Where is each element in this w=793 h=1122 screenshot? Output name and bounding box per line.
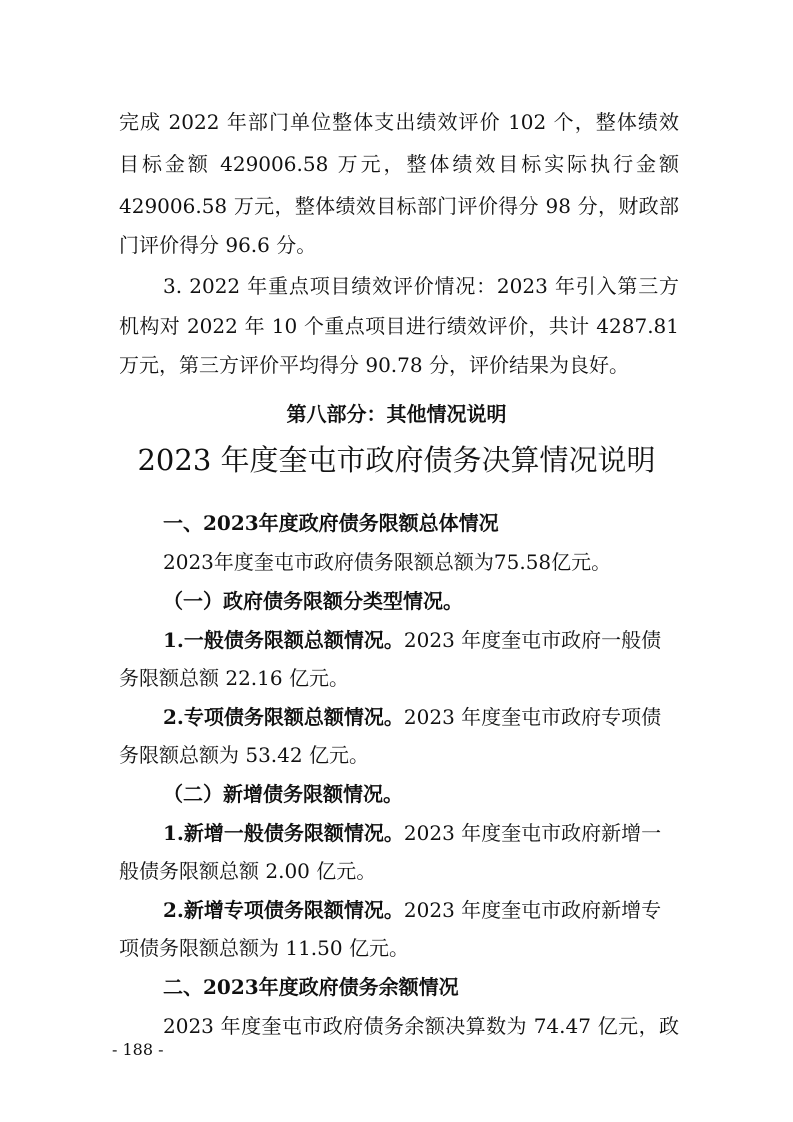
heading-debt-balance: 二、2023年度政府债务余额情况 — [163, 975, 459, 999]
paragraph-line: 务限额总额为 53.42 亿元。 — [119, 743, 369, 767]
subheading-limit-by-type: （一）政府债务限额分类型情况。 — [163, 589, 463, 613]
item-lead: 1.一般债务限额总额情况。 — [163, 628, 404, 652]
paragraph-line: 机构对 2022 年 10 个重点项目进行绩效评价，共计 4287.81 — [119, 314, 679, 338]
subheading-new-limit: （二）新增债务限额情况。 — [163, 782, 403, 806]
paragraph-line: 2023 年度奎屯市政府债务余额决算数为 74.47 亿元，政 — [163, 1014, 679, 1038]
section-heading: 第八部分：其他情况说明 — [286, 402, 507, 426]
heading-debt-limit: 一、2023年度政府债务限额总体情况 — [163, 511, 499, 535]
paragraph-line: 完成 2022 年部门单位整体支出绩效评价 102 个，整体绩效 — [119, 110, 679, 134]
page-title: 2023 年度奎屯市政府债务决算情况说明 — [137, 443, 656, 477]
paragraph-line — [163, 898, 679, 922]
paragraph-line — [163, 821, 679, 845]
paragraph-line: 项债务限额总额为 11.50 亿元。 — [119, 936, 409, 960]
item-lead: 2.新增专项债务限额情况。 — [163, 898, 404, 922]
paragraph-line: 务限额总额 22.16 亿元。 — [119, 666, 349, 690]
item-lead: 2.专项债务限额总额情况。 — [163, 705, 404, 729]
paragraph-line: 3. 2022 年重点项目绩效评价情况：2023 年引入第三方 — [163, 274, 679, 298]
item-text: 2023 年度奎屯市政府新增一 — [403, 821, 662, 845]
item-lead: 1.新增一般债务限额情况。 — [163, 821, 404, 845]
paragraph-line: 目标金额 429006.58 万元，整体绩效目标实际执行金额 — [119, 152, 679, 176]
page-number: - 188 - — [112, 1040, 164, 1059]
paragraph-line: 429006.58 万元，整体绩效目标部门评价得分 98 分，财政部 — [119, 194, 679, 218]
item-text: 2023 年度奎屯市政府新增专 — [403, 898, 662, 922]
item-text: 2023 年度奎屯市政府一般债 — [403, 628, 662, 652]
paragraph-line: 门评价得分 96.6 分。 — [119, 233, 317, 257]
paragraph-line: 2023年度奎屯市政府债务限额总额为75.58亿元。 — [163, 550, 612, 574]
paragraph-line — [163, 628, 679, 652]
paragraph-line — [163, 705, 679, 729]
paragraph-line: 般债务限额总额 2.00 亿元。 — [119, 859, 377, 883]
item-text: 2023 年度奎屯市政府专项债 — [403, 705, 662, 729]
paragraph-line: 万元，第三方评价平均得分 90.78 分，评价结果为良好。 — [119, 353, 629, 377]
